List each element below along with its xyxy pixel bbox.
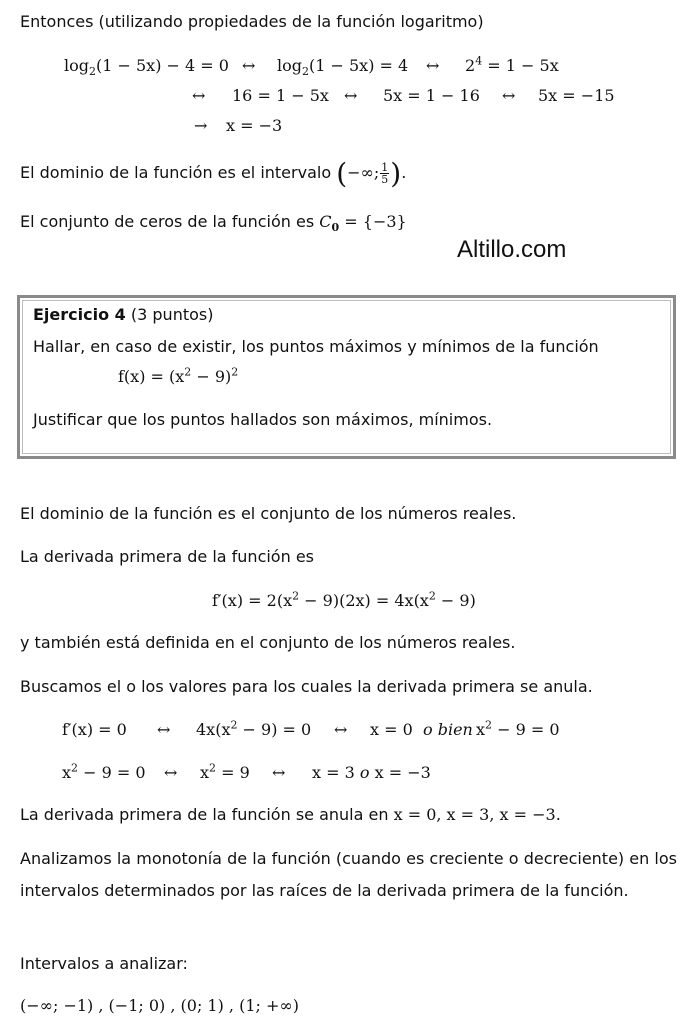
- exercise-function: $f(x) = (x^2 - 9)^2$: [118, 365, 239, 386]
- exponential-equation: $2^4 = 1 - 5x$: [465, 54, 559, 75]
- equivalence-arrow: ↔: [242, 56, 256, 75]
- domain-statement: El dominio de la función es el intervalo (−∞; $\frac{1}{5}$ ).: [20, 157, 407, 190]
- squared-equation: $x^2 = 9$: [200, 761, 250, 782]
- fraction-one-fifth: $\frac{1}{5}$: [381, 161, 389, 186]
- equivalence-arrow: ↔: [502, 86, 516, 105]
- equivalence-arrow: ↔: [334, 720, 348, 739]
- implies-arrow: →: [194, 116, 208, 135]
- quadratic-factor: $x^2 - 9 = 0$: [476, 718, 560, 739]
- log-equation-1: $\log_2(1 - 5x) - 4 = 0$: [64, 56, 229, 79]
- intervals-list: (−∞; −1) , (−1; 0) , (0; 1) , (1; +∞): [20, 996, 299, 1015]
- equivalence-arrow: ↔: [192, 86, 206, 105]
- equivalence-arrow: ↔: [164, 763, 178, 782]
- derivative-zero: f′(x) = 0: [62, 720, 127, 739]
- equation-16: 16 = 1 − 5x: [232, 86, 329, 105]
- derivative-equation: $f'(x) = 2(x^2 - 9)(2x) = 4x(x^2 - 9)$: [212, 589, 476, 610]
- equation-5x-result: 5x = −15: [538, 86, 615, 105]
- paragraph-monotony: Analizamos la monotonía de la función (cuando es creciente o decreciente) en los intervalos determinados por las raíces de la derivada primera de la función.: [20, 849, 677, 900]
- zeros-set: $C_0 = \{-3\}$: [319, 212, 407, 235]
- factored-equation: $4x(x^2 - 9) = 0$: [196, 718, 312, 739]
- quadratic-equation: $x^2 - 9 = 0$: [62, 761, 146, 782]
- paragraph-intervals-label: Intervalos a analizar:: [20, 954, 188, 973]
- paragraph-derivative-intro: La derivada primera de la función es: [20, 547, 314, 566]
- exercise-heading: Ejercicio 4 (3 puntos): [33, 305, 214, 324]
- domain-interval: (−∞; $\frac{1}{5}$ ).: [336, 157, 407, 190]
- equation-5x: 5x = 1 − 16: [383, 86, 480, 105]
- equivalence-arrow: ↔: [344, 86, 358, 105]
- paragraph-domain: El dominio de la función es el conjunto de los números reales.: [20, 504, 517, 523]
- intro-text: Entonces (utilizando propiedades de la función logaritmo): [20, 12, 484, 31]
- zeros-statement: El conjunto de ceros de la función es $C_0 = \{-3\}$: [20, 212, 407, 235]
- watermark-logo: Altillo.com: [457, 236, 567, 263]
- log-equation-2: $\log_2(1 - 5x) = 4$: [277, 56, 409, 79]
- equivalence-arrow: ↔: [157, 720, 171, 739]
- exercise-justify: Justificar que los puntos hallados son máximos, mínimos.: [33, 410, 493, 429]
- roots-result: x = 3 o x = −3: [312, 763, 431, 782]
- or-text: o bien: [423, 720, 473, 739]
- paragraph-derivative-domain: y también está definida en el conjunto de los números reales.: [20, 633, 516, 652]
- equivalence-arrow: ↔: [426, 56, 440, 75]
- paragraph-search: Buscamos el o los valores para los cuales la derivada primera se anula.: [20, 677, 593, 696]
- equivalence-arrow: ↔: [272, 763, 286, 782]
- exercise-prompt: Hallar, en caso de existir, los puntos máximos y mínimos de la función: [33, 337, 599, 356]
- solution-x: x = −3: [226, 116, 283, 135]
- root-zero: x = 0: [370, 720, 413, 739]
- paragraph-roots: La derivada primera de la función se anula en x = 0, x = 3, x = −3.: [20, 805, 561, 824]
